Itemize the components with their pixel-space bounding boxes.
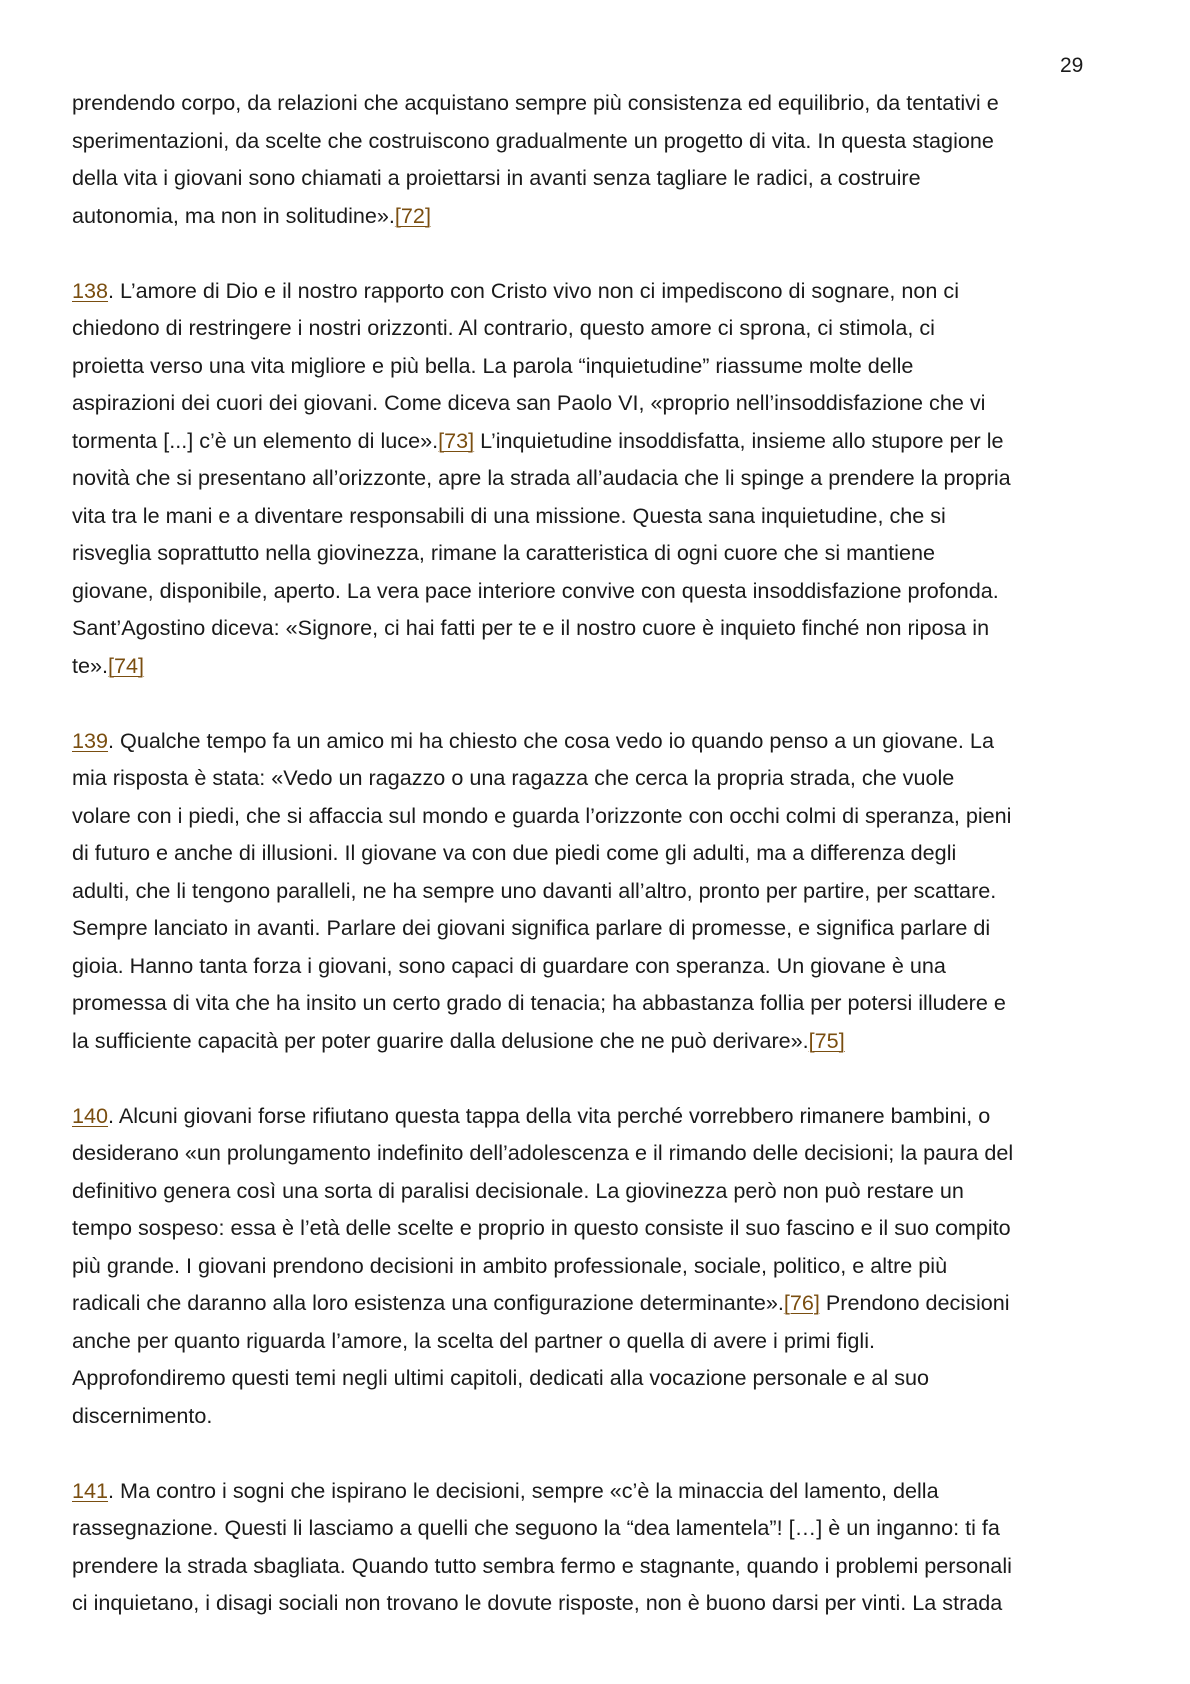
footnote-link[interactable]: [74]: [108, 652, 145, 678]
text-run: . L’amore di Dio e il nostro rapporto con Cristo vivo non ci impediscono di sognare, non ci: [108, 277, 960, 303]
text-run: Approfondiremo questi temi negli ultimi capitoli, dedicati alla vocazione personale e al suo: [72, 1365, 930, 1390]
text-run: adulti, che li tengono paralleli, ne ha sempre uno davanti all’altro, pronto per partire, per scattare.: [72, 877, 997, 903]
text-run: mia risposta è stata: «Vedo un ragazzo o una ragazza che cerca la propria strada, che vuole: [72, 765, 955, 790]
text-line: [72, 647, 1132, 685]
text-line: [72, 459, 1132, 497]
text-line: [72, 1247, 1132, 1285]
paragraph-number-link[interactable]: 139: [72, 727, 109, 753]
text-line: [72, 909, 1132, 947]
text-run: rassegnazione. Questi li lasciamo a quelli che seguono la “dea lamentela”! […] è un inganno: ti fa: [72, 1515, 1000, 1540]
text-run: prendere la strada sbagliata. Quando tutto sembra fermo e stagnante, quando i problemi personali: [72, 1552, 1012, 1578]
paragraph-139: [72, 722, 1132, 1060]
text-line: [72, 984, 1132, 1022]
text-run: Sant’Agostino diceva: «Signore, ci hai fatti per te e il nostro cuore è inquieto finché non riposa in: [72, 615, 990, 640]
text-line: [72, 534, 1132, 572]
text-line: [72, 1284, 1132, 1322]
text-run: promessa di vita che ha insito un certo grado di tenacia; ha abbastanza follia per potersi illudere e: [72, 990, 1006, 1015]
text-run: . Ma contro i sogni che ispirano le decisioni, sempre «c’è la minaccia del lamento, della: [108, 1477, 939, 1503]
text-run: radicali che daranno alla loro esistenza una configurazione determinante».: [72, 1290, 784, 1315]
text-line: [72, 572, 1132, 610]
text-line: [72, 272, 1132, 310]
text-run: aspirazioni dei cuori dei giovani. Come diceva san Paolo VI, «proprio nell’insoddisfazione che vi: [72, 390, 986, 415]
text-line: [72, 872, 1132, 910]
footnote-link[interactable]: [75]: [808, 1027, 845, 1053]
text-run: tempo sospeso: essa è l’età delle scelte e proprio in questo consiste il suo fascino e il suo compito: [72, 1215, 1011, 1240]
text-line: [72, 347, 1132, 385]
page-number: 29: [1060, 54, 1084, 77]
text-run: Prendono decisioni: [819, 1290, 1010, 1315]
text-line: [72, 1134, 1132, 1172]
paragraph-number-link[interactable]: 140: [72, 1102, 109, 1128]
text-line: [72, 609, 1132, 647]
text-line: [72, 497, 1132, 535]
text-run: della vita i giovani sono chiamati a proiettarsi in avanti senza tagliare le radici, a costruire: [72, 165, 921, 190]
footnote-link[interactable]: [72]: [394, 202, 431, 228]
text-run: di futuro e anche di illusioni. Il giovane va con due piedi come gli adulti, ma a differenza degli: [72, 840, 957, 865]
text-line: [72, 1472, 1132, 1510]
text-line: [72, 384, 1132, 422]
text-run: te».: [72, 652, 109, 678]
text-run: volare con i piedi, che si affaccia sul mondo e guarda l’orizzonte con occhi colmi di speranza, pieni: [72, 802, 1012, 828]
text-line: [72, 797, 1132, 835]
text-run: Sempre lanciato in avanti. Parlare dei giovani significa parlare di promesse, e significa parlare di: [72, 915, 991, 940]
document-body: [72, 84, 1132, 1659]
text-line: [72, 834, 1132, 872]
footnote-link[interactable]: [76]: [783, 1290, 820, 1315]
text-line: [72, 1359, 1132, 1397]
text-run: novità che si presentano all’orizzonte, apre la strada all’audacia che li spinge a prendere la propria: [72, 465, 1011, 490]
text-run: anche per quanto riguarda l’amore, la scelta del partner o quella di avere i primi figli.: [72, 1327, 876, 1353]
text-run: chiedono di restringere i nostri orizzonti. Al contrario, questo amore ci sprona, ci stimola, ci: [72, 315, 935, 340]
paragraph-138: [72, 272, 1132, 685]
text-line: [72, 309, 1132, 347]
text-line: [72, 84, 1132, 122]
text-line: [72, 1509, 1132, 1547]
text-run: vita tra le mani e a diventare responsabili di una missione. Questa sana inquietudine, che si: [72, 502, 946, 528]
text-run: giovane, disponibile, aperto. La vera pace interiore convive con questa insoddisfazione profonda.: [72, 577, 999, 603]
text-run: . Qualche tempo fa un amico mi ha chiesto che cosa vedo io quando penso a un giovane. La: [108, 727, 994, 753]
text-line: [72, 947, 1132, 985]
text-run: proietta verso una vita migliore e più bella. La parola “inquietudine” riassume molte delle: [72, 352, 914, 378]
text-run: ci inquietano, i disagi sociali non trovano le dovute risposte, non è buono darsi per vinti. La strada: [72, 1590, 1003, 1615]
text-line: [72, 1322, 1132, 1360]
text-run: risveglia soprattutto nella giovinezza, rimane la caratteristica di ogni cuore che si mantiene: [72, 540, 935, 565]
text-line: [72, 1172, 1132, 1210]
text-line: [72, 122, 1132, 160]
text-line: [72, 1547, 1132, 1585]
text-line: [72, 1097, 1132, 1135]
text-run: discernimento.: [72, 1402, 213, 1428]
text-line: [72, 159, 1132, 197]
footnote-link[interactable]: [73]: [438, 427, 475, 453]
text-run: la sufficiente capacità per poter guarire dalla delusione che ne può derivare».: [72, 1027, 809, 1053]
text-line: [72, 722, 1132, 760]
text-run: definitivo genera così una sorta di paralisi decisionale. La giovinezza però non può restare un: [72, 1177, 964, 1203]
text-run: prendendo corpo, da relazioni che acquistano sempre più consistenza ed equilibrio, da tentativi e: [72, 90, 999, 115]
text-run: più grande. I giovani prendono decisioni in ambito professionale, sociale, politico, e altre più: [72, 1252, 948, 1278]
paragraph-number-link[interactable]: 141: [72, 1477, 109, 1503]
text-run: L’inquietudine insoddisfatta, insieme allo stupore per le: [474, 427, 1004, 453]
text-line: [72, 759, 1132, 797]
text-line: [72, 1584, 1132, 1622]
text-line: [72, 197, 1132, 235]
text-run: desiderano «un prolungamento indefinito dell’adolescenza e il rimando delle decisioni; la paura del: [72, 1140, 1014, 1165]
paragraph-number-link[interactable]: 138: [72, 277, 109, 303]
text-line: [72, 1022, 1132, 1060]
text-run: autonomia, ma non in solitudine».: [72, 202, 395, 228]
text-line: [72, 422, 1132, 460]
text-run: tormenta [...] c’è un elemento di luce».: [72, 427, 439, 453]
paragraph-141: [72, 1472, 1132, 1622]
text-line: [72, 1397, 1132, 1435]
text-run: gioia. Hanno tanta forza i giovani, sono capaci di guardare con speranza. Un giovane è una: [72, 952, 946, 978]
paragraph-140: [72, 1097, 1132, 1435]
paragraph-continued: [72, 84, 1132, 234]
text-run: . Alcuni giovani forse rifiutano questa tappa della vita perché vorrebbero rimanere bambini, o: [108, 1102, 991, 1128]
text-line: [72, 1209, 1132, 1247]
text-run: sperimentazioni, da scelte che costruiscono gradualmente un progetto di vita. In questa stagione: [72, 127, 994, 153]
